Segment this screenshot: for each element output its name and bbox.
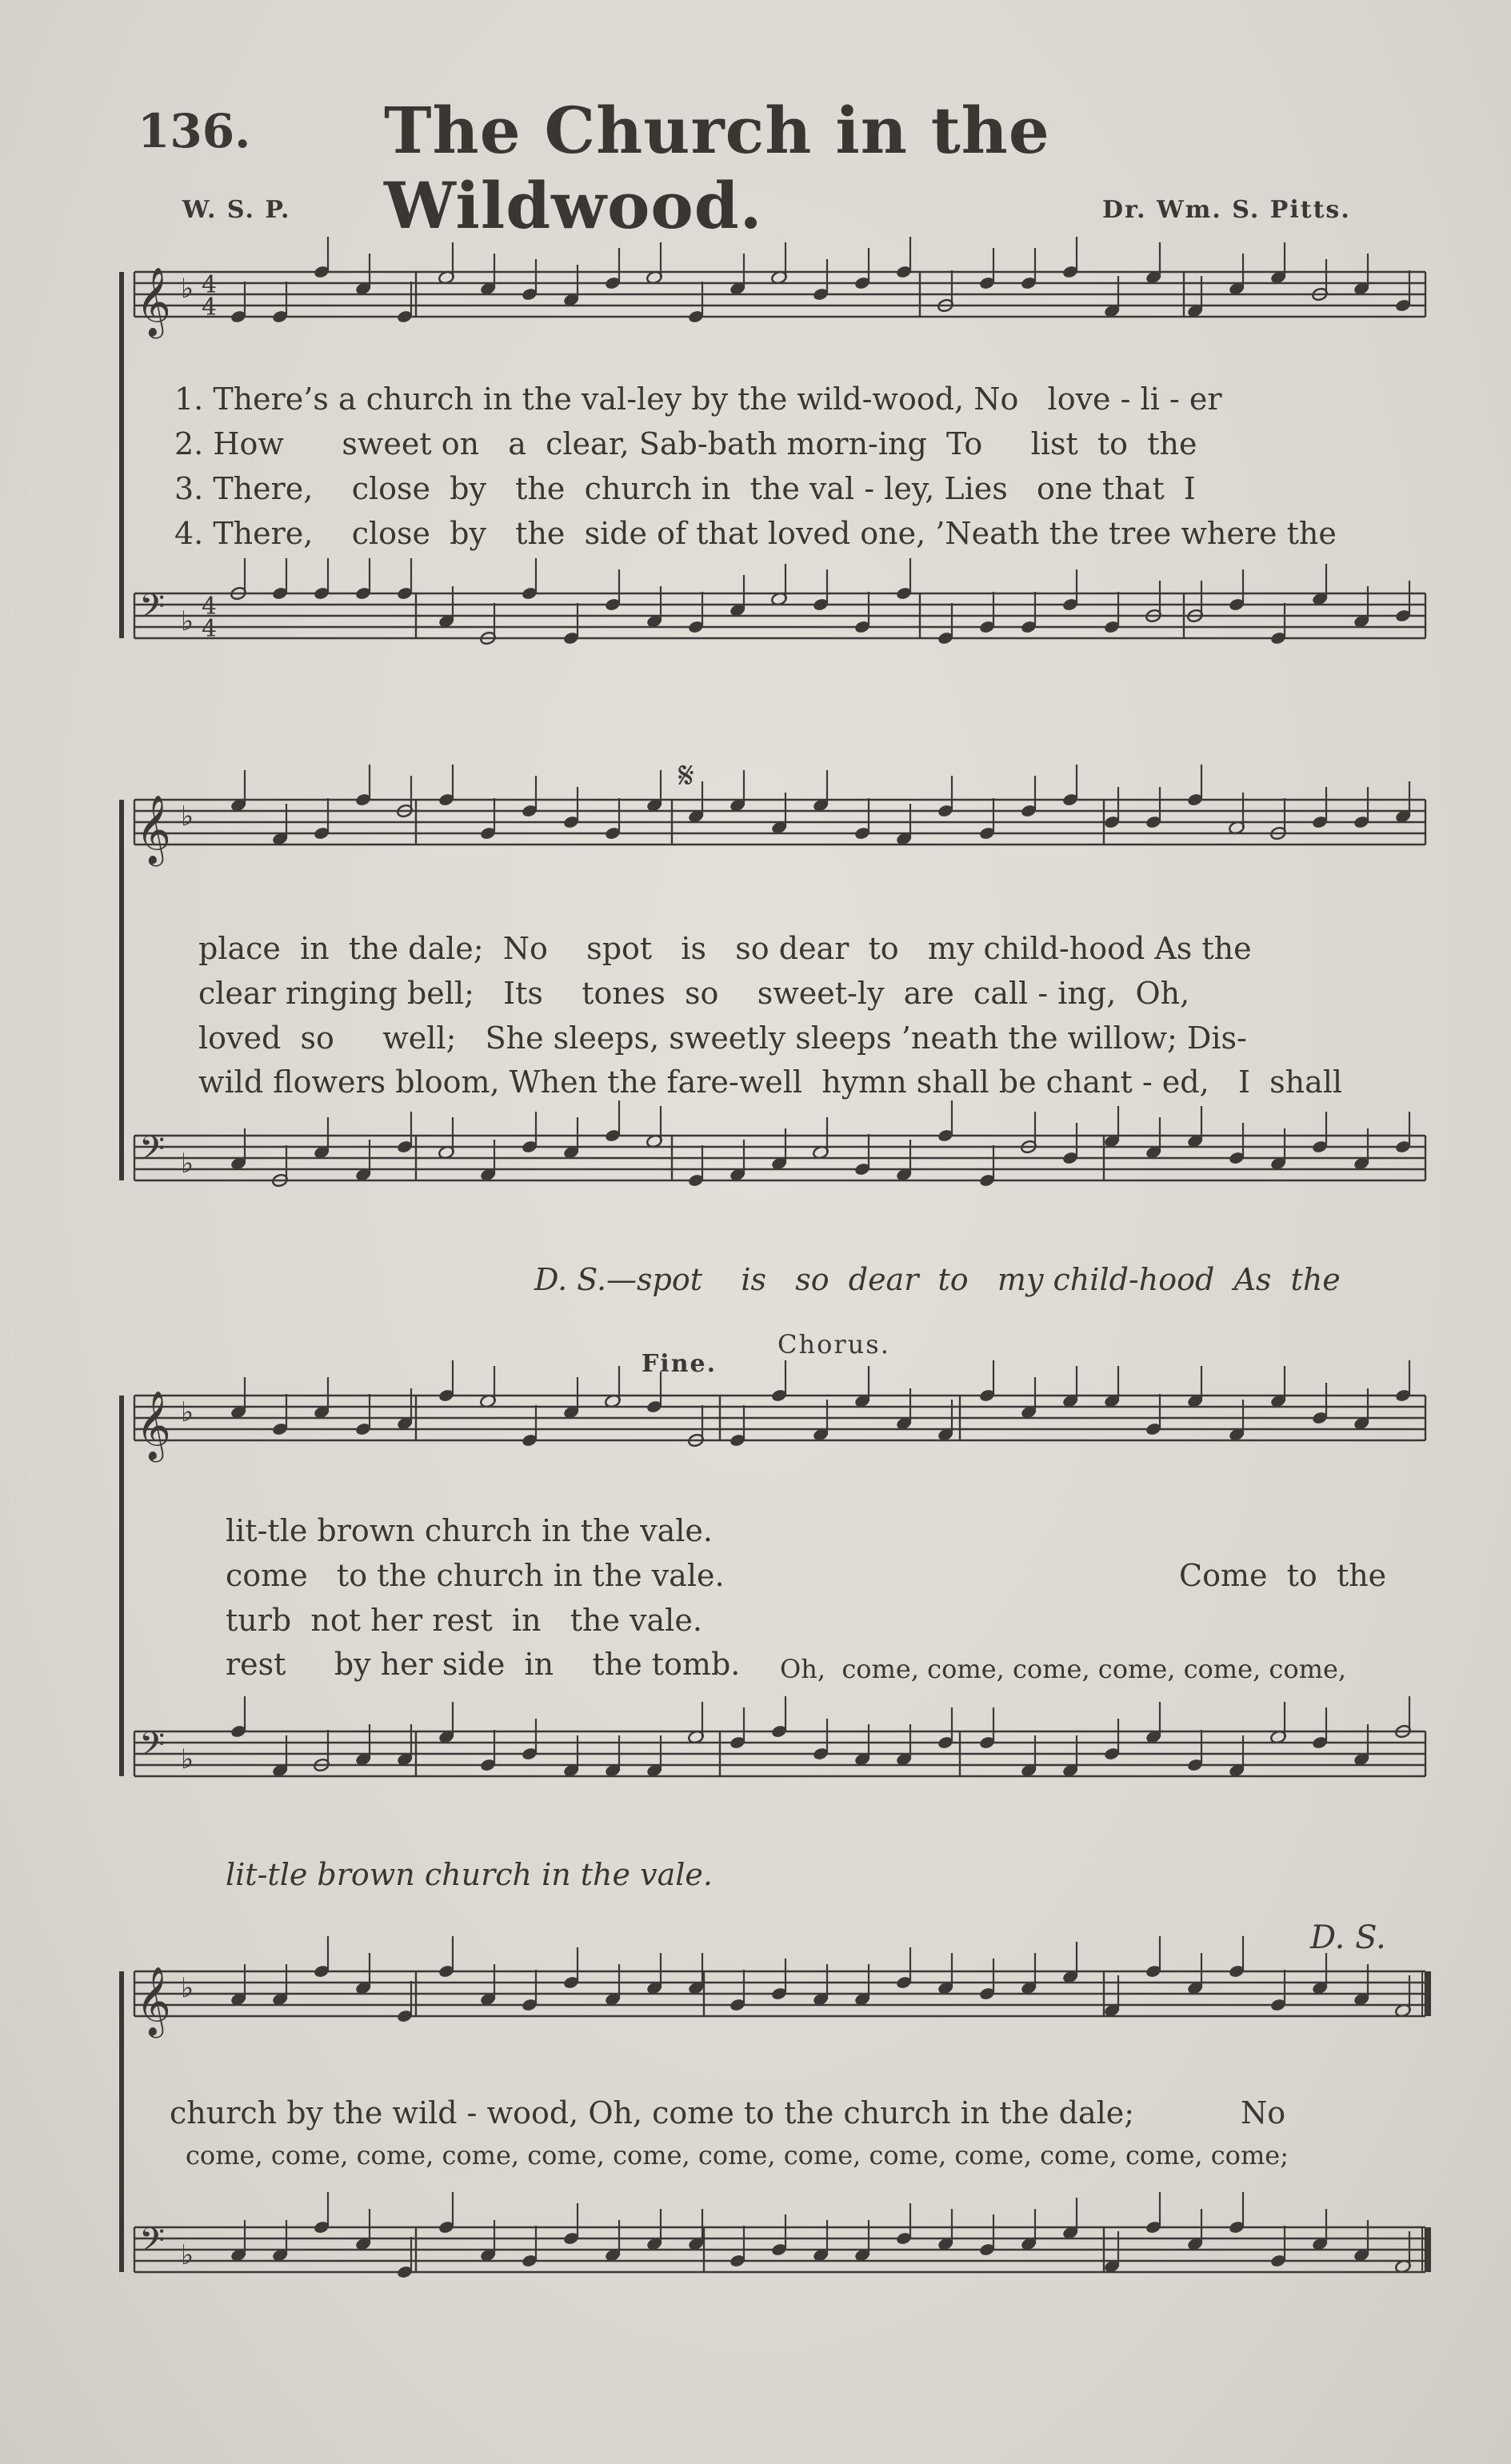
verse-1-line-2: place in the dale; No spot is so dear to my child-hood As the [198, 931, 1252, 966]
music-glyph: ♭ [181, 1148, 194, 1180]
music-glyph: 4 [202, 294, 218, 321]
music-glyph: 𝄞 [136, 795, 171, 864]
music-glyph: ♭ [181, 1396, 194, 1428]
ds-mark: D. S. [1310, 1919, 1386, 1956]
music-glyph: 𝄢 [139, 1725, 166, 1771]
music-glyph: ♭ [181, 2239, 194, 2271]
ds-lyric-line: D. S.—spot is so dear to my child-hood As the [534, 1262, 1341, 1297]
verse-1-line-3: lit-tle brown church in the vale. [226, 1513, 713, 1548]
words-credit: W. S. P. [182, 196, 291, 224]
verse-3-line-3: turb not her rest in the vale. [226, 1603, 702, 1638]
hymn-title: The Church in the Wildwood. [384, 93, 1050, 243]
chorus-lyric-start: Come to the [1179, 1558, 1387, 1593]
music-glyph: 4 [202, 271, 218, 299]
music-glyph: ♭ [181, 605, 194, 637]
fine-mark: Fine. [642, 1350, 718, 1378]
verse-3-line-1: 3. There, close by the church in the val - ley, Lies one that I [174, 471, 1196, 506]
chorus-label: Chorus. [777, 1329, 890, 1360]
music-glyph: 𝄞 [136, 267, 171, 336]
ds-ending-lyric: lit-tle brown church in the vale. [226, 1857, 713, 1892]
chorus-bass-echo: Oh, come, come, come, come, come, come, [780, 1654, 1347, 1684]
hymn-number: 136. [138, 104, 251, 158]
verse-4-line-3: rest by her side in the tomb. [226, 1647, 741, 1682]
chorus-bass-echo-line: come, come, come, come, come, come, come, come, come, come, come, come, come; [186, 2140, 1289, 2170]
music-glyph: ♭ [181, 1972, 194, 2004]
music-glyph: 𝄢 [139, 1129, 166, 1176]
music-glyph: ♭ [181, 273, 194, 305]
verse-3-line-2: loved so well; She sleeps, sweetly sleeps ’neath the willow; Dis- [198, 1020, 1247, 1056]
verse-2-line-1: 2. How sweet on a clear, Sab-bath morn-ing To list to the [174, 426, 1197, 461]
music-glyph: ♭ [181, 801, 194, 833]
verse-2-line-2: clear ringing bell; Its tones so sweet-ly are call - ing, Oh, [198, 976, 1190, 1011]
music-glyph: 𝄢 [139, 2221, 166, 2267]
music-glyph: 4 [202, 615, 218, 643]
verse-4-line-1: 4. There, close by the side of that loved one, ’Neath the tree where the [174, 516, 1337, 551]
music-glyph: 4 [202, 593, 218, 621]
music-glyph: 𝄢 [139, 587, 166, 633]
music-glyph: 𝄞 [136, 1391, 171, 1460]
music-glyph: ♭ [181, 1743, 194, 1775]
verse-2-line-3: come to the church in the vale. [226, 1558, 725, 1593]
verse-1-line-1: 1. There’s a church in the val-ley by the wild-wood, No love - li - er [174, 381, 1222, 417]
chorus-lyric-line: church by the wild - wood, Oh, come to the church in the dale; No [170, 2095, 1286, 2131]
music-credit: Dr. Wm. S. Pitts. [1102, 196, 1351, 224]
music-glyph: 𝄋 [678, 753, 694, 797]
music-glyph: 𝄞 [136, 1967, 171, 2035]
verse-4-line-2: wild flowers bloom, When the fare-well hymn shall be chant - ed, I shall [198, 1064, 1343, 1100]
